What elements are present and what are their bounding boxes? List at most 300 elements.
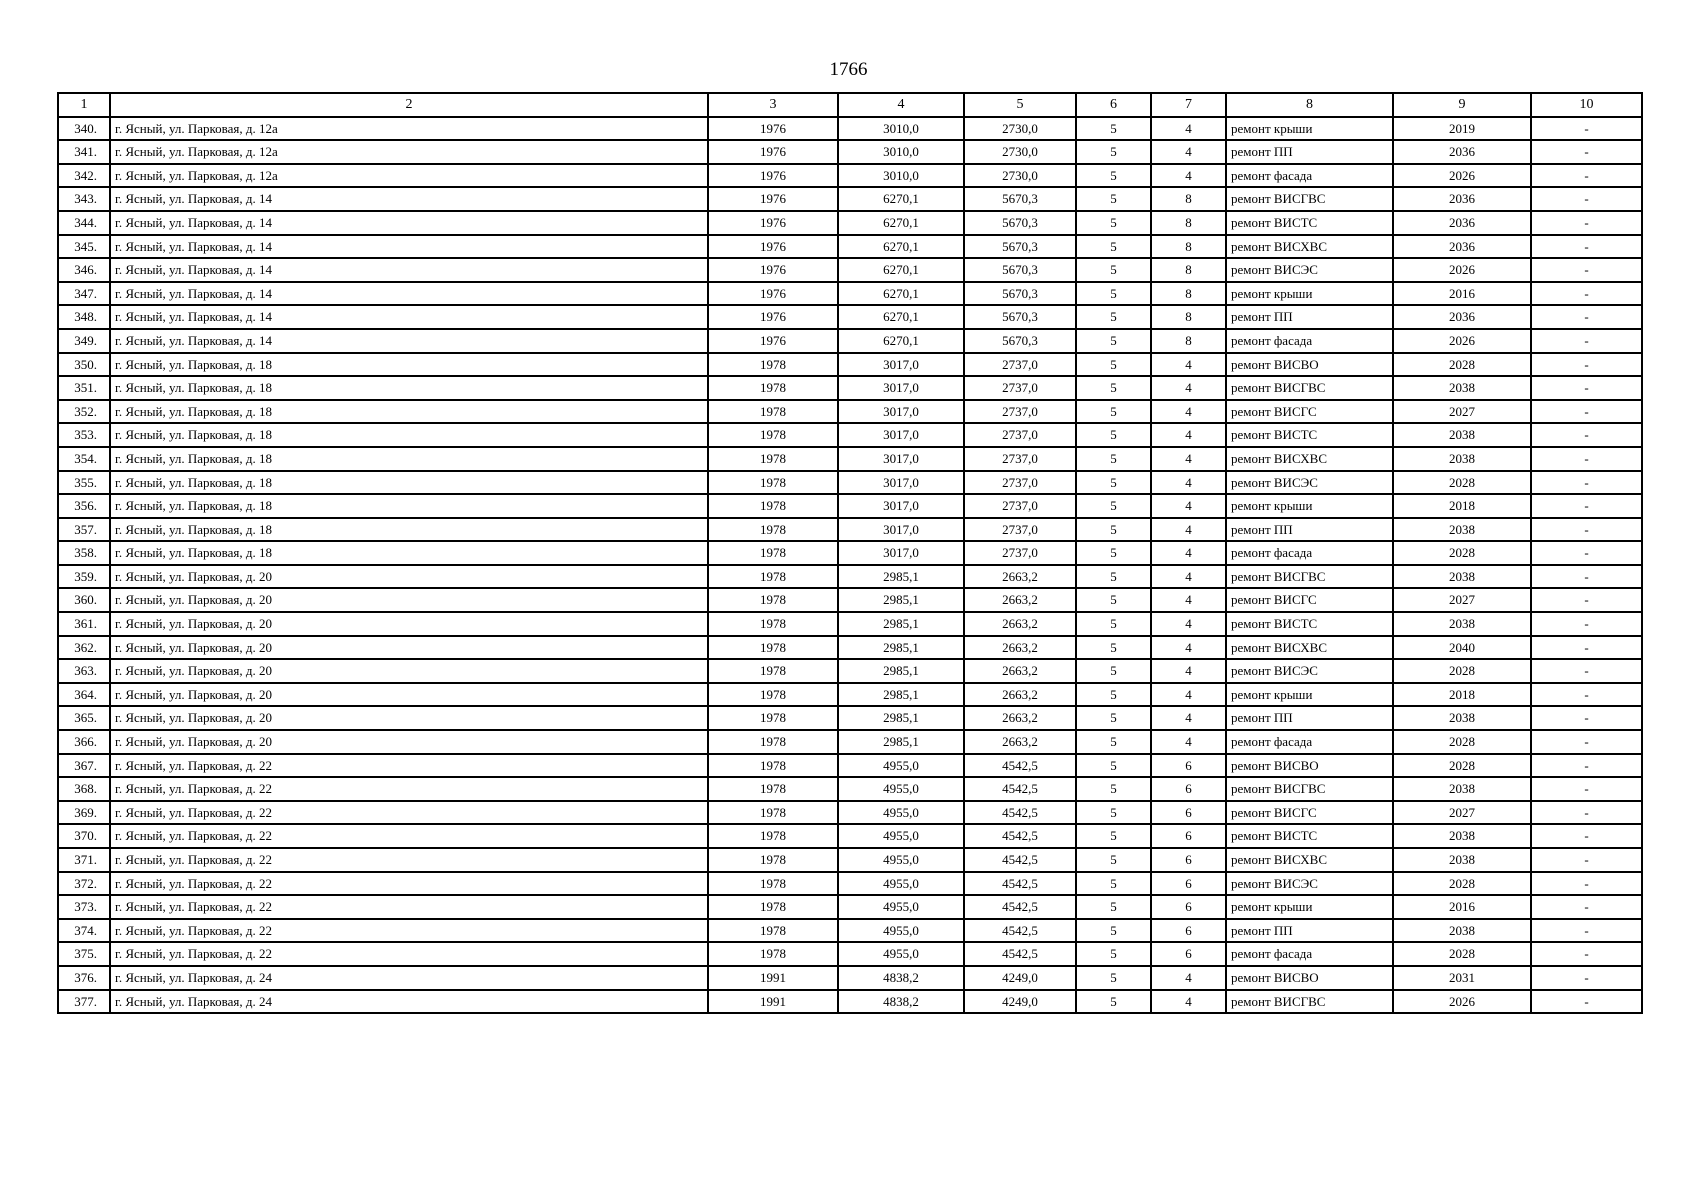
entrances-cell: 6 bbox=[1151, 777, 1226, 801]
address-cell: г. Ясный, ул. Парковая, д. 18 bbox=[110, 494, 708, 518]
year-cell: 1978 bbox=[708, 518, 838, 542]
year-cell: 1978 bbox=[708, 376, 838, 400]
extra-cell: - bbox=[1531, 706, 1642, 730]
work-type-cell: ремонт ВИСХВС bbox=[1226, 636, 1393, 660]
area-total-cell: 3010,0 bbox=[838, 164, 964, 188]
work-type-cell: ремонт ВИСГС bbox=[1226, 400, 1393, 424]
table-row bbox=[58, 164, 1642, 188]
table-row bbox=[58, 187, 1642, 211]
floors-cell: 5 bbox=[1076, 801, 1151, 825]
area-total-cell: 3010,0 bbox=[838, 140, 964, 164]
table-row bbox=[58, 211, 1642, 235]
entrances-cell: 6 bbox=[1151, 895, 1226, 919]
area-total-cell: 2985,1 bbox=[838, 612, 964, 636]
column-header: 2 bbox=[110, 93, 708, 117]
table-row bbox=[58, 376, 1642, 400]
extra-cell: - bbox=[1531, 777, 1642, 801]
year-cell: 1978 bbox=[708, 447, 838, 471]
entrances-cell: 4 bbox=[1151, 612, 1226, 636]
column-header: 9 bbox=[1393, 93, 1531, 117]
area-living-cell: 4542,5 bbox=[964, 848, 1076, 872]
table-row bbox=[58, 612, 1642, 636]
area-total-cell: 4838,2 bbox=[838, 966, 964, 990]
address-cell: г. Ясный, ул. Парковая, д. 12а bbox=[110, 140, 708, 164]
address-cell: г. Ясный, ул. Парковая, д. 20 bbox=[110, 683, 708, 707]
row-number-cell: 376. bbox=[58, 966, 110, 990]
table-row bbox=[58, 848, 1642, 872]
table-row bbox=[58, 235, 1642, 259]
planned-year-cell: 2026 bbox=[1393, 329, 1531, 353]
planned-year-cell: 2028 bbox=[1393, 942, 1531, 966]
extra-cell: - bbox=[1531, 329, 1642, 353]
repair-schedule-table bbox=[57, 92, 1643, 1014]
table-row bbox=[58, 588, 1642, 612]
extra-cell: - bbox=[1531, 117, 1642, 141]
column-header: 4 bbox=[838, 93, 964, 117]
work-type-cell: ремонт ВИСТС bbox=[1226, 824, 1393, 848]
entrances-cell: 4 bbox=[1151, 565, 1226, 589]
area-living-cell: 4542,5 bbox=[964, 754, 1076, 778]
extra-cell: - bbox=[1531, 612, 1642, 636]
year-cell: 1978 bbox=[708, 400, 838, 424]
entrances-cell: 4 bbox=[1151, 140, 1226, 164]
area-living-cell: 2737,0 bbox=[964, 376, 1076, 400]
address-cell: г. Ясный, ул. Парковая, д. 14 bbox=[110, 282, 708, 306]
planned-year-cell: 2038 bbox=[1393, 376, 1531, 400]
work-type-cell: ремонт фасада bbox=[1226, 329, 1393, 353]
entrances-cell: 4 bbox=[1151, 588, 1226, 612]
work-type-cell: ремонт ВИСВО bbox=[1226, 966, 1393, 990]
area-living-cell: 2663,2 bbox=[964, 636, 1076, 660]
area-total-cell: 4955,0 bbox=[838, 872, 964, 896]
floors-cell: 5 bbox=[1076, 848, 1151, 872]
work-type-cell: ремонт ПП bbox=[1226, 919, 1393, 943]
work-type-cell: ремонт ПП bbox=[1226, 706, 1393, 730]
area-total-cell: 6270,1 bbox=[838, 258, 964, 282]
planned-year-cell: 2028 bbox=[1393, 659, 1531, 683]
extra-cell: - bbox=[1531, 636, 1642, 660]
planned-year-cell: 2038 bbox=[1393, 518, 1531, 542]
area-living-cell: 5670,3 bbox=[964, 235, 1076, 259]
area-total-cell: 3017,0 bbox=[838, 400, 964, 424]
area-total-cell: 3017,0 bbox=[838, 423, 964, 447]
year-cell: 1978 bbox=[708, 919, 838, 943]
address-cell: г. Ясный, ул. Парковая, д. 12а bbox=[110, 164, 708, 188]
address-cell: г. Ясный, ул. Парковая, д. 20 bbox=[110, 565, 708, 589]
extra-cell: - bbox=[1531, 683, 1642, 707]
work-type-cell: ремонт крыши bbox=[1226, 117, 1393, 141]
row-number-cell: 374. bbox=[58, 919, 110, 943]
area-total-cell: 2985,1 bbox=[838, 588, 964, 612]
floors-cell: 5 bbox=[1076, 659, 1151, 683]
area-living-cell: 2663,2 bbox=[964, 730, 1076, 754]
page-number: 1766 bbox=[829, 59, 868, 80]
entrances-cell: 4 bbox=[1151, 447, 1226, 471]
work-type-cell: ремонт ВИСВО bbox=[1226, 754, 1393, 778]
table-row bbox=[58, 140, 1642, 164]
floors-cell: 5 bbox=[1076, 754, 1151, 778]
column-header: 8 bbox=[1226, 93, 1393, 117]
row-number-cell: 371. bbox=[58, 848, 110, 872]
entrances-cell: 4 bbox=[1151, 494, 1226, 518]
work-type-cell: ремонт ВИСЭС bbox=[1226, 872, 1393, 896]
entrances-cell: 4 bbox=[1151, 636, 1226, 660]
planned-year-cell: 2038 bbox=[1393, 565, 1531, 589]
area-living-cell: 2730,0 bbox=[964, 140, 1076, 164]
year-cell: 1991 bbox=[708, 990, 838, 1014]
area-living-cell: 4249,0 bbox=[964, 966, 1076, 990]
entrances-cell: 4 bbox=[1151, 376, 1226, 400]
area-living-cell: 5670,3 bbox=[964, 211, 1076, 235]
floors-cell: 5 bbox=[1076, 400, 1151, 424]
year-cell: 1978 bbox=[708, 777, 838, 801]
area-total-cell: 4955,0 bbox=[838, 942, 964, 966]
year-cell: 1978 bbox=[708, 730, 838, 754]
table-row bbox=[58, 471, 1642, 495]
table-header-row bbox=[58, 93, 1642, 117]
row-number-cell: 362. bbox=[58, 636, 110, 660]
extra-cell: - bbox=[1531, 494, 1642, 518]
floors-cell: 5 bbox=[1076, 353, 1151, 377]
area-total-cell: 6270,1 bbox=[838, 329, 964, 353]
area-total-cell: 6270,1 bbox=[838, 235, 964, 259]
floors-cell: 5 bbox=[1076, 895, 1151, 919]
row-number-cell: 373. bbox=[58, 895, 110, 919]
area-living-cell: 4542,5 bbox=[964, 895, 1076, 919]
work-type-cell: ремонт ВИСГВС bbox=[1226, 376, 1393, 400]
planned-year-cell: 2038 bbox=[1393, 919, 1531, 943]
area-living-cell: 2737,0 bbox=[964, 494, 1076, 518]
area-living-cell: 2663,2 bbox=[964, 706, 1076, 730]
area-living-cell: 4542,5 bbox=[964, 942, 1076, 966]
table-row bbox=[58, 518, 1642, 542]
area-living-cell: 2737,0 bbox=[964, 471, 1076, 495]
planned-year-cell: 2036 bbox=[1393, 187, 1531, 211]
extra-cell: - bbox=[1531, 258, 1642, 282]
planned-year-cell: 2038 bbox=[1393, 706, 1531, 730]
area-living-cell: 2737,0 bbox=[964, 447, 1076, 471]
table-row bbox=[58, 494, 1642, 518]
year-cell: 1976 bbox=[708, 258, 838, 282]
table-row bbox=[58, 565, 1642, 589]
extra-cell: - bbox=[1531, 730, 1642, 754]
year-cell: 1978 bbox=[708, 659, 838, 683]
area-total-cell: 3017,0 bbox=[838, 541, 964, 565]
floors-cell: 5 bbox=[1076, 447, 1151, 471]
floors-cell: 5 bbox=[1076, 235, 1151, 259]
address-cell: г. Ясный, ул. Парковая, д. 14 bbox=[110, 258, 708, 282]
extra-cell: - bbox=[1531, 895, 1642, 919]
area-total-cell: 6270,1 bbox=[838, 187, 964, 211]
floors-cell: 5 bbox=[1076, 612, 1151, 636]
area-total-cell: 2985,1 bbox=[838, 636, 964, 660]
work-type-cell: ремонт крыши bbox=[1226, 683, 1393, 707]
entrances-cell: 4 bbox=[1151, 706, 1226, 730]
table-row bbox=[58, 990, 1642, 1014]
address-cell: г. Ясный, ул. Парковая, д. 22 bbox=[110, 919, 708, 943]
planned-year-cell: 2026 bbox=[1393, 164, 1531, 188]
address-cell: г. Ясный, ул. Парковая, д. 22 bbox=[110, 872, 708, 896]
floors-cell: 5 bbox=[1076, 541, 1151, 565]
area-living-cell: 2737,0 bbox=[964, 423, 1076, 447]
year-cell: 1978 bbox=[708, 754, 838, 778]
table-row bbox=[58, 541, 1642, 565]
planned-year-cell: 2028 bbox=[1393, 541, 1531, 565]
area-living-cell: 2730,0 bbox=[964, 164, 1076, 188]
row-number-cell: 367. bbox=[58, 754, 110, 778]
floors-cell: 5 bbox=[1076, 683, 1151, 707]
floors-cell: 5 bbox=[1076, 565, 1151, 589]
extra-cell: - bbox=[1531, 565, 1642, 589]
work-type-cell: ремонт ВИСТС bbox=[1226, 612, 1393, 636]
row-number-cell: 360. bbox=[58, 588, 110, 612]
floors-cell: 5 bbox=[1076, 329, 1151, 353]
row-number-cell: 351. bbox=[58, 376, 110, 400]
area-total-cell: 2985,1 bbox=[838, 683, 964, 707]
table-row bbox=[58, 329, 1642, 353]
row-number-cell: 343. bbox=[58, 187, 110, 211]
row-number-cell: 369. bbox=[58, 801, 110, 825]
entrances-cell: 6 bbox=[1151, 824, 1226, 848]
column-header: 5 bbox=[964, 93, 1076, 117]
row-number-cell: 354. bbox=[58, 447, 110, 471]
entrances-cell: 4 bbox=[1151, 423, 1226, 447]
work-type-cell: ремонт ВИСТС bbox=[1226, 211, 1393, 235]
extra-cell: - bbox=[1531, 659, 1642, 683]
floors-cell: 5 bbox=[1076, 824, 1151, 848]
area-living-cell: 2663,2 bbox=[964, 565, 1076, 589]
year-cell: 1978 bbox=[708, 353, 838, 377]
extra-cell: - bbox=[1531, 754, 1642, 778]
address-cell: г. Ясный, ул. Парковая, д. 14 bbox=[110, 329, 708, 353]
row-number-cell: 348. bbox=[58, 305, 110, 329]
entrances-cell: 6 bbox=[1151, 942, 1226, 966]
year-cell: 1978 bbox=[708, 683, 838, 707]
area-total-cell: 6270,1 bbox=[838, 211, 964, 235]
extra-cell: - bbox=[1531, 282, 1642, 306]
work-type-cell: ремонт ВИСГВС bbox=[1226, 187, 1393, 211]
extra-cell: - bbox=[1531, 471, 1642, 495]
work-type-cell: ремонт ВИСХВС bbox=[1226, 235, 1393, 259]
address-cell: г. Ясный, ул. Парковая, д. 20 bbox=[110, 612, 708, 636]
row-number-cell: 364. bbox=[58, 683, 110, 707]
extra-cell: - bbox=[1531, 423, 1642, 447]
year-cell: 1976 bbox=[708, 329, 838, 353]
floors-cell: 5 bbox=[1076, 305, 1151, 329]
address-cell: г. Ясный, ул. Парковая, д. 22 bbox=[110, 848, 708, 872]
entrances-cell: 4 bbox=[1151, 541, 1226, 565]
row-number-cell: 345. bbox=[58, 235, 110, 259]
year-cell: 1978 bbox=[708, 565, 838, 589]
address-cell: г. Ясный, ул. Парковая, д. 20 bbox=[110, 659, 708, 683]
area-living-cell: 2663,2 bbox=[964, 612, 1076, 636]
extra-cell: - bbox=[1531, 187, 1642, 211]
floors-cell: 5 bbox=[1076, 211, 1151, 235]
entrances-cell: 4 bbox=[1151, 353, 1226, 377]
entrances-cell: 8 bbox=[1151, 305, 1226, 329]
entrances-cell: 8 bbox=[1151, 282, 1226, 306]
floors-cell: 5 bbox=[1076, 990, 1151, 1014]
entrances-cell: 8 bbox=[1151, 329, 1226, 353]
address-cell: г. Ясный, ул. Парковая, д. 24 bbox=[110, 990, 708, 1014]
work-type-cell: ремонт ВИСВО bbox=[1226, 353, 1393, 377]
planned-year-cell: 2026 bbox=[1393, 258, 1531, 282]
address-cell: г. Ясный, ул. Парковая, д. 22 bbox=[110, 824, 708, 848]
area-living-cell: 4542,5 bbox=[964, 919, 1076, 943]
extra-cell: - bbox=[1531, 400, 1642, 424]
row-number-cell: 375. bbox=[58, 942, 110, 966]
floors-cell: 5 bbox=[1076, 140, 1151, 164]
year-cell: 1976 bbox=[708, 211, 838, 235]
table-row bbox=[58, 919, 1642, 943]
entrances-cell: 4 bbox=[1151, 400, 1226, 424]
extra-cell: - bbox=[1531, 872, 1642, 896]
table-row bbox=[58, 659, 1642, 683]
area-living-cell: 2737,0 bbox=[964, 353, 1076, 377]
year-cell: 1978 bbox=[708, 706, 838, 730]
table-row bbox=[58, 353, 1642, 377]
entrances-cell: 6 bbox=[1151, 848, 1226, 872]
year-cell: 1978 bbox=[708, 895, 838, 919]
address-cell: г. Ясный, ул. Парковая, д. 24 bbox=[110, 966, 708, 990]
address-cell: г. Ясный, ул. Парковая, д. 20 bbox=[110, 636, 708, 660]
area-total-cell: 3017,0 bbox=[838, 447, 964, 471]
work-type-cell: ремонт ПП bbox=[1226, 518, 1393, 542]
column-header: 10 bbox=[1531, 93, 1642, 117]
extra-cell: - bbox=[1531, 376, 1642, 400]
floors-cell: 5 bbox=[1076, 942, 1151, 966]
floors-cell: 5 bbox=[1076, 423, 1151, 447]
table-row bbox=[58, 117, 1642, 141]
planned-year-cell: 2026 bbox=[1393, 990, 1531, 1014]
table-row bbox=[58, 282, 1642, 306]
planned-year-cell: 2031 bbox=[1393, 966, 1531, 990]
table-row bbox=[58, 895, 1642, 919]
work-type-cell: ремонт ВИСХВС bbox=[1226, 447, 1393, 471]
row-number-cell: 361. bbox=[58, 612, 110, 636]
area-living-cell: 4249,0 bbox=[964, 990, 1076, 1014]
table-row bbox=[58, 400, 1642, 424]
area-living-cell: 5670,3 bbox=[964, 187, 1076, 211]
row-number-cell: 353. bbox=[58, 423, 110, 447]
work-type-cell: ремонт фасада bbox=[1226, 541, 1393, 565]
row-number-cell: 347. bbox=[58, 282, 110, 306]
year-cell: 1976 bbox=[708, 140, 838, 164]
year-cell: 1978 bbox=[708, 541, 838, 565]
address-cell: г. Ясный, ул. Парковая, д. 18 bbox=[110, 423, 708, 447]
row-number-cell: 352. bbox=[58, 400, 110, 424]
area-living-cell: 5670,3 bbox=[964, 305, 1076, 329]
extra-cell: - bbox=[1531, 848, 1642, 872]
address-cell: г. Ясный, ул. Парковая, д. 18 bbox=[110, 353, 708, 377]
work-type-cell: ремонт ВИСЭС bbox=[1226, 258, 1393, 282]
area-total-cell: 4838,2 bbox=[838, 990, 964, 1014]
row-number-cell: 356. bbox=[58, 494, 110, 518]
row-number-cell: 342. bbox=[58, 164, 110, 188]
entrances-cell: 4 bbox=[1151, 164, 1226, 188]
area-total-cell: 2985,1 bbox=[838, 659, 964, 683]
planned-year-cell: 2018 bbox=[1393, 494, 1531, 518]
table-row bbox=[58, 258, 1642, 282]
work-type-cell: ремонт фасада bbox=[1226, 164, 1393, 188]
year-cell: 1978 bbox=[708, 801, 838, 825]
planned-year-cell: 2028 bbox=[1393, 754, 1531, 778]
address-cell: г. Ясный, ул. Парковая, д. 22 bbox=[110, 801, 708, 825]
floors-cell: 5 bbox=[1076, 730, 1151, 754]
area-living-cell: 4542,5 bbox=[964, 872, 1076, 896]
entrances-cell: 6 bbox=[1151, 872, 1226, 896]
area-total-cell: 4955,0 bbox=[838, 848, 964, 872]
area-living-cell: 4542,5 bbox=[964, 801, 1076, 825]
year-cell: 1978 bbox=[708, 872, 838, 896]
work-type-cell: ремонт ВИСГВС bbox=[1226, 990, 1393, 1014]
address-cell: г. Ясный, ул. Парковая, д. 18 bbox=[110, 541, 708, 565]
entrances-cell: 8 bbox=[1151, 187, 1226, 211]
address-cell: г. Ясный, ул. Парковая, д. 18 bbox=[110, 471, 708, 495]
planned-year-cell: 2038 bbox=[1393, 777, 1531, 801]
planned-year-cell: 2027 bbox=[1393, 400, 1531, 424]
area-living-cell: 2730,0 bbox=[964, 117, 1076, 141]
area-total-cell: 2985,1 bbox=[838, 706, 964, 730]
extra-cell: - bbox=[1531, 164, 1642, 188]
area-total-cell: 3010,0 bbox=[838, 117, 964, 141]
entrances-cell: 8 bbox=[1151, 258, 1226, 282]
table-row bbox=[58, 447, 1642, 471]
planned-year-cell: 2028 bbox=[1393, 471, 1531, 495]
extra-cell: - bbox=[1531, 305, 1642, 329]
table-row bbox=[58, 423, 1642, 447]
column-header: 6 bbox=[1076, 93, 1151, 117]
address-cell: г. Ясный, ул. Парковая, д. 20 bbox=[110, 730, 708, 754]
row-number-cell: 365. bbox=[58, 706, 110, 730]
work-type-cell: ремонт ВИСГВС bbox=[1226, 777, 1393, 801]
floors-cell: 5 bbox=[1076, 518, 1151, 542]
table-row bbox=[58, 872, 1642, 896]
row-number-cell: 368. bbox=[58, 777, 110, 801]
area-total-cell: 3017,0 bbox=[838, 471, 964, 495]
planned-year-cell: 2040 bbox=[1393, 636, 1531, 660]
entrances-cell: 4 bbox=[1151, 683, 1226, 707]
area-living-cell: 2663,2 bbox=[964, 683, 1076, 707]
extra-cell: - bbox=[1531, 447, 1642, 471]
address-cell: г. Ясный, ул. Парковая, д. 20 bbox=[110, 706, 708, 730]
work-type-cell: ремонт фасада bbox=[1226, 730, 1393, 754]
work-type-cell: ремонт ВИСТС bbox=[1226, 423, 1393, 447]
year-cell: 1978 bbox=[708, 848, 838, 872]
row-number-cell: 350. bbox=[58, 353, 110, 377]
column-header: 3 bbox=[708, 93, 838, 117]
row-number-cell: 366. bbox=[58, 730, 110, 754]
extra-cell: - bbox=[1531, 353, 1642, 377]
planned-year-cell: 2036 bbox=[1393, 235, 1531, 259]
year-cell: 1976 bbox=[708, 282, 838, 306]
table-row bbox=[58, 942, 1642, 966]
year-cell: 1976 bbox=[708, 305, 838, 329]
work-type-cell: ремонт ВИСХВС bbox=[1226, 848, 1393, 872]
area-total-cell: 3017,0 bbox=[838, 376, 964, 400]
floors-cell: 5 bbox=[1076, 187, 1151, 211]
year-cell: 1978 bbox=[708, 824, 838, 848]
entrances-cell: 6 bbox=[1151, 919, 1226, 943]
table-row bbox=[58, 754, 1642, 778]
area-living-cell: 5670,3 bbox=[964, 282, 1076, 306]
extra-cell: - bbox=[1531, 588, 1642, 612]
floors-cell: 5 bbox=[1076, 282, 1151, 306]
area-total-cell: 2985,1 bbox=[838, 730, 964, 754]
year-cell: 1978 bbox=[708, 423, 838, 447]
year-cell: 1978 bbox=[708, 942, 838, 966]
extra-cell: - bbox=[1531, 919, 1642, 943]
